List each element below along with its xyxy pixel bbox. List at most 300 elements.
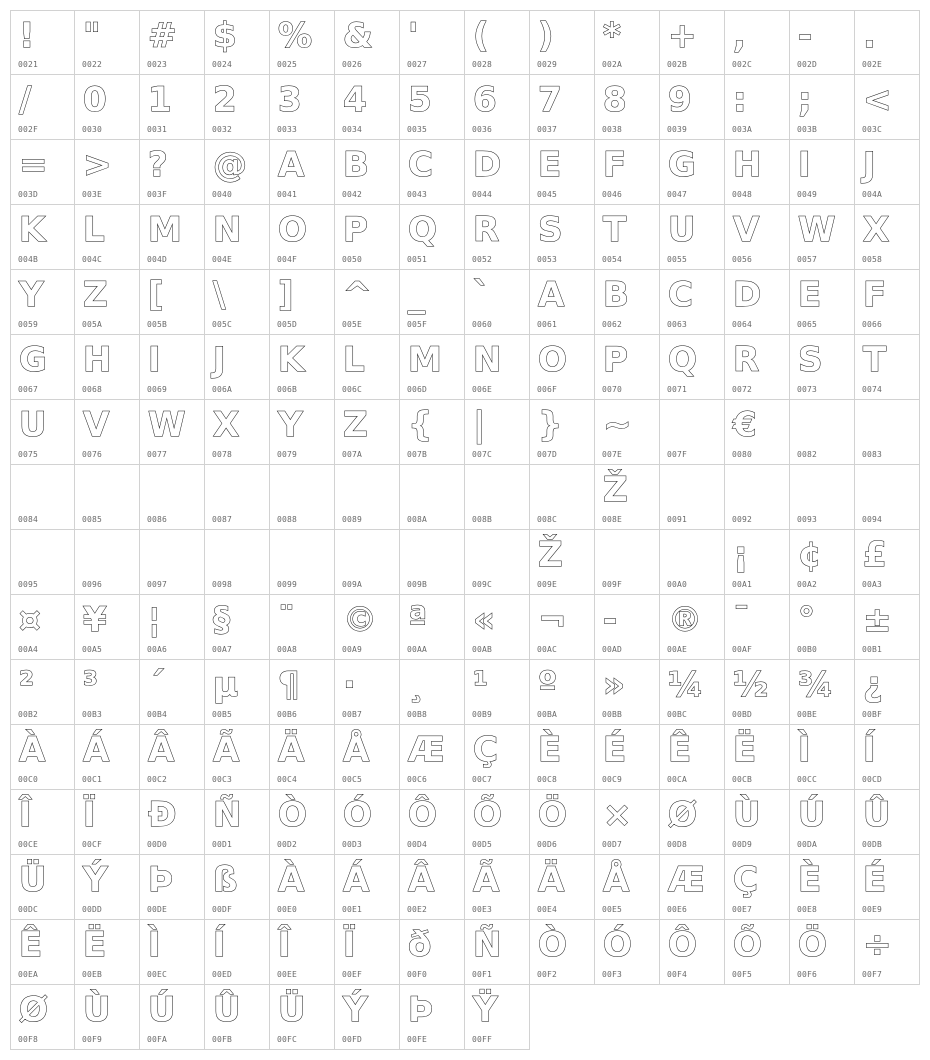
glyph-character: ® xyxy=(668,600,702,640)
glyph-cell[interactable] xyxy=(10,790,75,855)
glyph-cell[interactable] xyxy=(75,920,140,985)
glyph-cell[interactable] xyxy=(270,75,335,140)
glyph-cell[interactable] xyxy=(335,855,400,920)
glyph-cell[interactable] xyxy=(530,725,595,790)
glyph-preview xyxy=(471,665,511,705)
glyph-cell[interactable] xyxy=(140,270,205,335)
glyph-character: Ý xyxy=(343,990,368,1030)
glyph-code-label: 00DF xyxy=(212,905,233,914)
glyph-cell[interactable] xyxy=(725,270,790,335)
glyph-cell[interactable] xyxy=(855,530,920,595)
glyph-cell[interactable] xyxy=(660,400,725,465)
glyph-cell[interactable] xyxy=(725,660,790,725)
glyph-cell[interactable] xyxy=(140,205,205,270)
glyph-cell[interactable] xyxy=(725,920,790,985)
glyph-preview xyxy=(81,471,121,507)
glyph-cell[interactable] xyxy=(270,335,335,400)
glyph-cell[interactable] xyxy=(465,920,530,985)
glyph-cell[interactable] xyxy=(335,335,400,400)
glyph-cell[interactable] xyxy=(790,75,855,140)
glyph-cell[interactable] xyxy=(400,465,465,530)
glyph-character: R xyxy=(733,340,760,380)
glyph-cell[interactable] xyxy=(335,270,400,335)
glyph-cell[interactable] xyxy=(205,595,270,660)
glyph-cell[interactable] xyxy=(335,400,400,465)
glyph-cell[interactable] xyxy=(595,270,660,335)
glyph-preview xyxy=(81,730,121,770)
glyph-cell[interactable] xyxy=(75,530,140,595)
glyph-cell[interactable] xyxy=(660,205,725,270)
glyph-cell[interactable] xyxy=(660,75,725,140)
glyph-code-label: 0080 xyxy=(732,450,753,459)
glyph-code-label: 00F3 xyxy=(602,970,623,979)
glyph-cell[interactable] xyxy=(790,205,855,270)
glyph-preview xyxy=(471,795,511,835)
glyph-cell[interactable] xyxy=(10,10,75,75)
glyph-cell[interactable] xyxy=(205,205,270,270)
glyph-cell[interactable] xyxy=(790,595,855,660)
glyph-code-label: 005E xyxy=(342,320,363,329)
glyph-cell[interactable] xyxy=(205,75,270,140)
glyph-cell[interactable] xyxy=(335,530,400,595)
glyph-cell[interactable] xyxy=(270,920,335,985)
glyph-cell[interactable] xyxy=(855,725,920,790)
glyph-cell[interactable] xyxy=(205,335,270,400)
glyph-cell[interactable] xyxy=(270,660,335,725)
glyph-cell[interactable] xyxy=(205,660,270,725)
glyph-cell[interactable] xyxy=(530,400,595,465)
glyph-code-label: 0062 xyxy=(602,320,623,329)
glyph-cell[interactable] xyxy=(855,855,920,920)
glyph-cell[interactable] xyxy=(205,920,270,985)
glyph-cell[interactable] xyxy=(790,855,855,920)
glyph-cell[interactable] xyxy=(790,10,855,75)
glyph-cell[interactable] xyxy=(725,140,790,205)
glyph-cell[interactable] xyxy=(400,270,465,335)
glyph-code-label: 00CD xyxy=(862,775,883,784)
glyph-cell[interactable] xyxy=(530,920,595,985)
glyph-cell[interactable] xyxy=(465,725,530,790)
glyph-cell[interactable] xyxy=(595,530,660,595)
glyph-code-label: 003F xyxy=(147,190,168,199)
glyph-character: Ú xyxy=(798,795,826,835)
glyph-cell[interactable] xyxy=(205,855,270,920)
glyph-preview xyxy=(146,730,186,770)
glyph-cell[interactable] xyxy=(10,75,75,140)
glyph-code-label: 00EA xyxy=(18,970,39,979)
glyph-cell[interactable] xyxy=(140,985,205,1050)
glyph-cell[interactable] xyxy=(75,140,140,205)
glyph-cell[interactable] xyxy=(10,335,75,400)
glyph-cell[interactable] xyxy=(205,530,270,595)
glyph-cell[interactable] xyxy=(75,855,140,920)
glyph-preview xyxy=(276,665,316,705)
glyph-cell[interactable] xyxy=(660,140,725,205)
glyph-preview xyxy=(17,990,57,1030)
glyph-cell[interactable] xyxy=(595,465,660,530)
glyph-cell[interactable] xyxy=(140,465,205,530)
glyph-cell[interactable] xyxy=(140,725,205,790)
glyph-cell[interactable] xyxy=(660,790,725,855)
glyph-cell[interactable] xyxy=(660,920,725,985)
glyph-character: 7 xyxy=(538,80,562,120)
glyph-preview xyxy=(601,16,641,56)
glyph-cell[interactable] xyxy=(855,10,920,75)
glyph-cell[interactable] xyxy=(140,855,205,920)
glyph-cell[interactable] xyxy=(10,595,75,660)
glyph-cell[interactable] xyxy=(530,790,595,855)
glyph-cell[interactable] xyxy=(75,75,140,140)
glyph-cell[interactable] xyxy=(660,270,725,335)
glyph-character: S xyxy=(798,340,823,380)
glyph-cell[interactable] xyxy=(595,140,660,205)
glyph-cell[interactable] xyxy=(465,400,530,465)
glyph-cell[interactable] xyxy=(140,660,205,725)
glyph-preview xyxy=(81,665,121,705)
glyph-cell[interactable] xyxy=(270,465,335,530)
glyph-cell[interactable] xyxy=(205,985,270,1050)
glyph-preview xyxy=(17,925,57,965)
glyph-cell[interactable] xyxy=(855,140,920,205)
glyph-code-label: 0074 xyxy=(862,385,883,394)
glyph-code-label: 00BA xyxy=(537,710,558,719)
glyph-code-label: 00A7 xyxy=(212,645,233,654)
glyph-cell[interactable] xyxy=(790,270,855,335)
glyph-preview xyxy=(731,665,771,705)
glyph-character: { xyxy=(408,405,433,445)
glyph-preview xyxy=(146,16,186,56)
glyph-cell[interactable] xyxy=(10,530,75,595)
glyph-cell[interactable] xyxy=(140,530,205,595)
glyph-cell[interactable] xyxy=(660,335,725,400)
glyph-cell[interactable] xyxy=(465,140,530,205)
glyph-character: ¨ xyxy=(278,600,295,640)
glyph-character: H xyxy=(83,340,112,380)
glyph-cell[interactable] xyxy=(75,595,140,660)
glyph-cell[interactable] xyxy=(270,400,335,465)
glyph-cell[interactable] xyxy=(465,985,530,1050)
glyph-code-label: 0053 xyxy=(537,255,558,264)
glyph-cell[interactable] xyxy=(400,595,465,660)
glyph-cell[interactable] xyxy=(270,855,335,920)
glyph-cell[interactable] xyxy=(140,335,205,400)
glyph-preview xyxy=(341,340,381,380)
glyph-character: Î xyxy=(19,795,32,835)
glyph-cell[interactable] xyxy=(660,660,725,725)
glyph-cell[interactable] xyxy=(140,10,205,75)
glyph-cell[interactable] xyxy=(790,400,855,465)
glyph-cell[interactable] xyxy=(205,465,270,530)
glyph-cell[interactable] xyxy=(75,660,140,725)
glyph-cell[interactable] xyxy=(855,790,920,855)
glyph-preview xyxy=(211,80,251,120)
glyph-cell[interactable] xyxy=(790,465,855,530)
glyph-cell[interactable] xyxy=(400,725,465,790)
glyph-cell[interactable] xyxy=(205,790,270,855)
glyph-preview xyxy=(17,340,57,380)
glyph-cell[interactable] xyxy=(270,270,335,335)
glyph-cell[interactable] xyxy=(530,270,595,335)
glyph-cell[interactable] xyxy=(465,10,530,75)
glyph-preview xyxy=(146,340,186,380)
glyph-cell[interactable] xyxy=(75,985,140,1050)
glyph-preview xyxy=(406,340,446,380)
glyph-preview xyxy=(536,471,576,507)
glyph-cell[interactable] xyxy=(660,530,725,595)
glyph-cell[interactable] xyxy=(725,400,790,465)
glyph-preview xyxy=(17,16,57,56)
glyph-cell[interactable] xyxy=(660,10,725,75)
glyph-cell[interactable] xyxy=(400,985,465,1050)
glyph-cell[interactable] xyxy=(10,660,75,725)
glyph-cell[interactable] xyxy=(140,140,205,205)
glyph-cell[interactable] xyxy=(335,140,400,205)
glyph-code-label: 005C xyxy=(212,320,233,329)
glyph-cell[interactable] xyxy=(530,10,595,75)
glyph-cell[interactable] xyxy=(140,75,205,140)
glyph-cell[interactable] xyxy=(855,205,920,270)
glyph-cell[interactable] xyxy=(725,725,790,790)
glyph-preview xyxy=(601,795,641,835)
glyph-cell[interactable] xyxy=(75,205,140,270)
glyph-cell[interactable] xyxy=(400,530,465,595)
glyph-preview xyxy=(601,925,641,965)
glyph-cell[interactable] xyxy=(335,790,400,855)
glyph-preview xyxy=(81,340,121,380)
glyph-cell[interactable] xyxy=(530,660,595,725)
glyph-code-label: 003E xyxy=(82,190,103,199)
glyph-cell[interactable] xyxy=(335,920,400,985)
glyph-code-label: 0095 xyxy=(18,580,39,589)
glyph-cell[interactable] xyxy=(855,400,920,465)
glyph-cell[interactable] xyxy=(855,920,920,985)
glyph-cell[interactable] xyxy=(660,465,725,530)
glyph-cell[interactable] xyxy=(530,530,595,595)
glyph-cell[interactable] xyxy=(465,270,530,335)
glyph-cell[interactable] xyxy=(790,660,855,725)
glyph-character: < xyxy=(863,80,892,120)
glyph-cell[interactable] xyxy=(400,10,465,75)
glyph-cell[interactable] xyxy=(660,595,725,660)
glyph-cell[interactable] xyxy=(855,270,920,335)
glyph-code-label: 00D6 xyxy=(537,840,558,849)
glyph-cell[interactable] xyxy=(400,660,465,725)
glyph-cell[interactable] xyxy=(205,725,270,790)
glyph-cell[interactable] xyxy=(465,465,530,530)
glyph-cell[interactable] xyxy=(400,205,465,270)
glyph-cell[interactable] xyxy=(10,400,75,465)
glyph-code-label: 006F xyxy=(537,385,558,394)
glyph-cell[interactable] xyxy=(10,140,75,205)
glyph-character: Ö xyxy=(798,925,827,965)
glyph-cell[interactable] xyxy=(335,595,400,660)
glyph-cell[interactable] xyxy=(10,725,75,790)
glyph-cell[interactable] xyxy=(465,790,530,855)
glyph-cell[interactable] xyxy=(790,920,855,985)
glyph-cell[interactable] xyxy=(530,465,595,530)
glyph-cell[interactable] xyxy=(595,725,660,790)
glyph-cell[interactable] xyxy=(10,270,75,335)
glyph-cell[interactable] xyxy=(270,595,335,660)
glyph-cell[interactable] xyxy=(595,790,660,855)
glyph-cell[interactable] xyxy=(595,10,660,75)
glyph-cell[interactable] xyxy=(660,725,725,790)
glyph-cell[interactable] xyxy=(725,10,790,75)
glyph-cell[interactable] xyxy=(595,335,660,400)
glyph-cell[interactable] xyxy=(855,595,920,660)
glyph-character: V xyxy=(83,405,110,445)
glyph-preview xyxy=(406,730,446,770)
glyph-preview xyxy=(81,600,121,640)
glyph-cell[interactable] xyxy=(790,530,855,595)
glyph-code-label: 0082 xyxy=(797,450,818,459)
glyph-cell[interactable] xyxy=(400,400,465,465)
glyph-preview xyxy=(81,145,121,185)
glyph-cell[interactable] xyxy=(75,400,140,465)
glyph-cell[interactable] xyxy=(270,790,335,855)
glyph-cell[interactable] xyxy=(400,335,465,400)
glyph-cell[interactable] xyxy=(790,335,855,400)
glyph-cell[interactable] xyxy=(335,985,400,1050)
glyph-cell[interactable] xyxy=(595,400,660,465)
glyph-cell[interactable] xyxy=(725,75,790,140)
glyph-cell[interactable] xyxy=(465,75,530,140)
glyph-code-label: 00FB xyxy=(212,1035,233,1044)
glyph-preview xyxy=(341,80,381,120)
glyph-character: E xyxy=(538,145,562,185)
glyph-cell[interactable] xyxy=(530,75,595,140)
glyph-cell[interactable] xyxy=(270,205,335,270)
glyph-cell[interactable] xyxy=(10,985,75,1050)
glyph-cell[interactable] xyxy=(400,920,465,985)
glyph-cell[interactable] xyxy=(10,855,75,920)
glyph-cell[interactable] xyxy=(140,400,205,465)
glyph-cell[interactable] xyxy=(530,205,595,270)
glyph-cell[interactable] xyxy=(465,855,530,920)
glyph-cell[interactable] xyxy=(270,530,335,595)
glyph-cell[interactable] xyxy=(140,595,205,660)
glyph-code-label: 0056 xyxy=(732,255,753,264)
glyph-cell[interactable] xyxy=(75,335,140,400)
glyph-code-label: 007B xyxy=(407,450,428,459)
glyph-cell[interactable] xyxy=(725,465,790,530)
glyph-cell[interactable] xyxy=(595,595,660,660)
glyph-cell[interactable] xyxy=(75,790,140,855)
glyph-cell[interactable] xyxy=(205,400,270,465)
glyph-cell[interactable] xyxy=(725,530,790,595)
glyph-cell[interactable] xyxy=(725,790,790,855)
glyph-cell[interactable] xyxy=(465,595,530,660)
glyph-preview xyxy=(341,275,381,315)
glyph-cell[interactable] xyxy=(270,10,335,75)
glyph-character: E xyxy=(798,275,822,315)
glyph-preview xyxy=(666,16,706,56)
glyph-cell[interactable] xyxy=(530,855,595,920)
glyph-cell[interactable] xyxy=(660,855,725,920)
glyph-character: ¬ xyxy=(538,600,567,640)
glyph-cell[interactable] xyxy=(400,855,465,920)
glyph-cell[interactable] xyxy=(725,595,790,660)
glyph-cell[interactable] xyxy=(595,920,660,985)
glyph-code-label: 00D7 xyxy=(602,840,623,849)
glyph-cell[interactable] xyxy=(75,465,140,530)
glyph-cell[interactable] xyxy=(855,660,920,725)
glyph-character: Y xyxy=(19,275,44,315)
glyph-cell[interactable] xyxy=(335,10,400,75)
glyph-preview xyxy=(406,16,446,56)
glyph-code-label: 00B8 xyxy=(407,710,428,719)
glyph-cell[interactable] xyxy=(465,530,530,595)
glyph-character: Ù xyxy=(83,990,111,1030)
glyph-cell[interactable] xyxy=(270,985,335,1050)
glyph-cell[interactable] xyxy=(530,595,595,660)
glyph-cell[interactable] xyxy=(140,790,205,855)
glyph-preview xyxy=(861,210,901,250)
glyph-cell[interactable] xyxy=(335,205,400,270)
glyph-cell[interactable] xyxy=(270,725,335,790)
glyph-cell[interactable] xyxy=(10,205,75,270)
glyph-cell[interactable] xyxy=(140,920,205,985)
glyph-cell[interactable] xyxy=(205,270,270,335)
glyph-cell[interactable] xyxy=(790,725,855,790)
glyph-cell[interactable] xyxy=(75,10,140,75)
glyph-cell[interactable] xyxy=(465,660,530,725)
glyph-cell[interactable] xyxy=(530,335,595,400)
glyph-character: ] xyxy=(278,275,294,315)
glyph-cell[interactable] xyxy=(205,140,270,205)
glyph-character: Ž xyxy=(603,470,628,510)
glyph-cell[interactable] xyxy=(270,140,335,205)
glyph-cell[interactable] xyxy=(595,75,660,140)
glyph-cell[interactable] xyxy=(205,10,270,75)
glyph-cell[interactable] xyxy=(530,140,595,205)
glyph-cell[interactable] xyxy=(75,270,140,335)
glyph-cell[interactable] xyxy=(595,660,660,725)
glyph-cell[interactable] xyxy=(75,725,140,790)
glyph-cell[interactable] xyxy=(725,205,790,270)
glyph-cell[interactable] xyxy=(855,465,920,530)
glyph-character: À xyxy=(278,860,305,900)
glyph-character: T xyxy=(603,210,627,250)
glyph-preview xyxy=(731,795,771,835)
glyph-cell[interactable] xyxy=(725,855,790,920)
glyph-cell[interactable] xyxy=(10,920,75,985)
glyph-cell[interactable] xyxy=(595,205,660,270)
glyph-character: Ü xyxy=(19,860,47,900)
glyph-cell[interactable] xyxy=(790,790,855,855)
glyph-preview xyxy=(731,730,771,770)
glyph-cell[interactable] xyxy=(400,790,465,855)
glyph-cell[interactable] xyxy=(790,140,855,205)
glyph-cell[interactable] xyxy=(855,335,920,400)
glyph-cell[interactable] xyxy=(10,465,75,530)
glyph-cell[interactable] xyxy=(725,335,790,400)
glyph-cell[interactable] xyxy=(335,75,400,140)
glyph-cell[interactable] xyxy=(335,660,400,725)
glyph-character: F xyxy=(603,145,627,185)
glyph-cell[interactable] xyxy=(855,75,920,140)
glyph-cell[interactable] xyxy=(595,855,660,920)
glyph-cell[interactable] xyxy=(465,205,530,270)
glyph-cell[interactable] xyxy=(400,75,465,140)
glyph-preview xyxy=(731,860,771,900)
glyph-cell[interactable] xyxy=(400,140,465,205)
glyph-cell[interactable] xyxy=(465,335,530,400)
glyph-character: Õ xyxy=(473,795,502,835)
glyph-cell[interactable] xyxy=(335,725,400,790)
glyph-code-label: 00BC xyxy=(667,710,688,719)
glyph-cell[interactable] xyxy=(335,465,400,530)
